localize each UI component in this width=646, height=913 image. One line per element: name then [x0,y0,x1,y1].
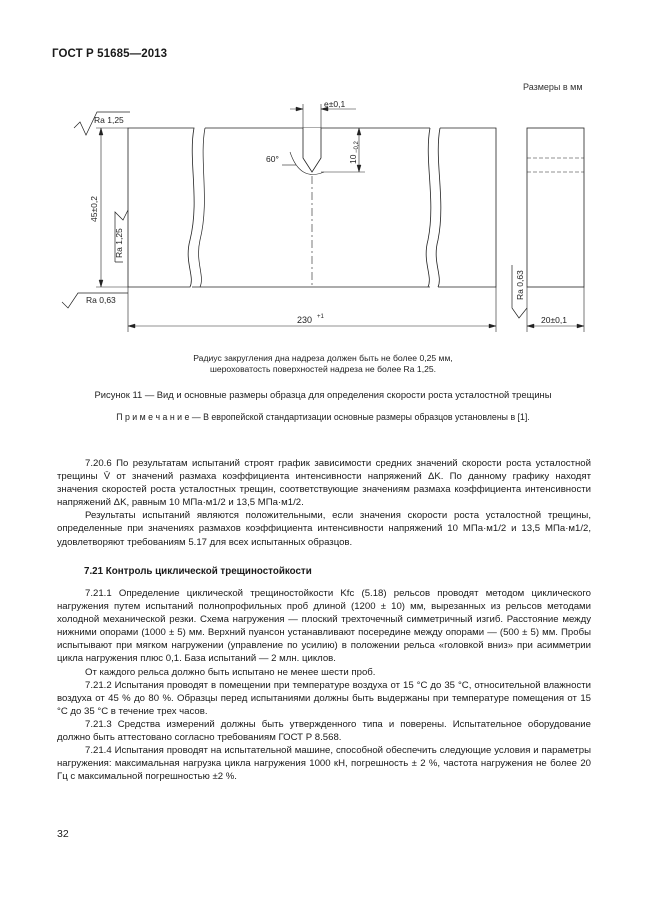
length-label: 230 [297,315,313,325]
notch-width-label: e±0,1 [324,99,346,109]
figure-note-line-1: Радиус закругления дна надреза должен быть не более 0,25 мм, [193,353,453,363]
figure-remark [40,412,606,422]
paragraph-7-21-3: 7.21.3 Средства измерений должны быть утвержденного типа и поверены. Испытательное оборудование должно быть аттестовано согласно требованиям ГОСТ Р 8.568. [57,718,591,744]
specimen-drawing [0,0,646,360]
ra-top-label: Ra 1,25 [94,115,124,125]
figure-caption: Рисунок 11 — Вид и основные размеры образца для определения скорости роста усталостной трещины [94,389,552,400]
paragraph-7-21-1: 7.21.1 Определение циклической трещиностойкости Kfc (5.18) рельсов проводят методом циклического нагружения путем испытаний полнопрофильных проб длиной (1200 ± 10) мм, вырезанных из рельсов методами холодной механической резки. Схема нагружения — плоский трехточечный симметричный изгиб. Расстояние между нижними опорами (1000 ± 5) мм. Верхний пуансон устанавливают посередине между опорами — (500 ± 5) мм. Пробы испытывают при мягком нагружении (управление по усилию) в положении рельса «головкой вниз» при асимметрии цикла нагружения плюс 0,1. База испытаний — 2 млн. циклов. [57,588,591,665]
width-label: 20±0,1 [541,315,567,325]
paragraph-7-20-6 [57,457,591,549]
page-number: 32 [57,828,69,840]
ra-bottom-label: Ra 0,63 [86,295,116,305]
paragraph-7-21-2: 7.21.2 Испытания проводят в помещении при температуре воздуха от 15 °С до 35 °С, относительной влажности воздуха от 45 % до 80 %. Образцы перед испытаниями должны быть выдержаны при температуре помещения от 15 °С до 35 °С в течение трех часов. [57,679,591,717]
notch-depth-label: 10 [348,154,358,164]
paragraph-six-samples: От каждого рельса должно быть испытано не менее шести проб. [85,666,376,678]
side-view [527,128,584,287]
figure-note-line-2: шероховатость поверхностей надреза не более Ra 1,25. [209,364,437,374]
units-note: Размеры в мм [523,82,583,92]
section-title-7-21: 7.21 Контроль циклической трещиностойкости [84,566,312,577]
angle-label: 60° [266,154,279,164]
paragraph-text: 7.20.6 По результатам испытаний строят график зависимости средних значений скорости роста усталостной трещины V̄ от значений размаха коэффициента интенсивности напряжений ΔK. По данному графику находят значения скоростей роста усталостных трещин, соответствующие значениям размаха коэффициента интенсивности напряжений ΔK, равным 10 МПа·м1/2 и 13,5 МПа·м1/2. [57,458,591,509]
section-7-21-body [57,587,591,783]
specimen-left-part [128,128,194,287]
ra-side-label: Ra 1,25 [114,228,124,258]
ra-right-label: Ra 0,63 [515,270,525,300]
paragraph-7-21-4: 7.21.4 Испытания проводят на испытательной машине, способной обеспечить следующие условия и параметры нагружения: максимальная нагрузка цикла нагружения 1000 кН, погрешность ± 2 %, частота нагружения не более 20 Гц с максимальной погрешностью ±2 %. [57,745,591,783]
remark-label: П р и м е ч а н и е [116,412,190,422]
height-label: 45±0,2 [89,196,99,222]
paragraph-text: Результаты испытаний являются положительными, если значения скорости роста усталостной трещины, определенные при значениях размахов коэффициента интенсивности напряжений 10 МПа·м1/2 и 13,5 МПа·м1/2, удовлетворяют требованиям 5.17 для всех испытанных образцов. [57,510,591,548]
length-tolerance: +1 [317,314,324,320]
notch-depth-tolerance: −0,2 [354,141,360,153]
document-header: ГОСТ Р 51685—2013 [52,48,168,60]
notch [303,128,321,172]
remark-text: — В европейской стандартизации основные размеры образцов установлены в [1]. [189,412,530,422]
break-line-right [426,128,431,287]
